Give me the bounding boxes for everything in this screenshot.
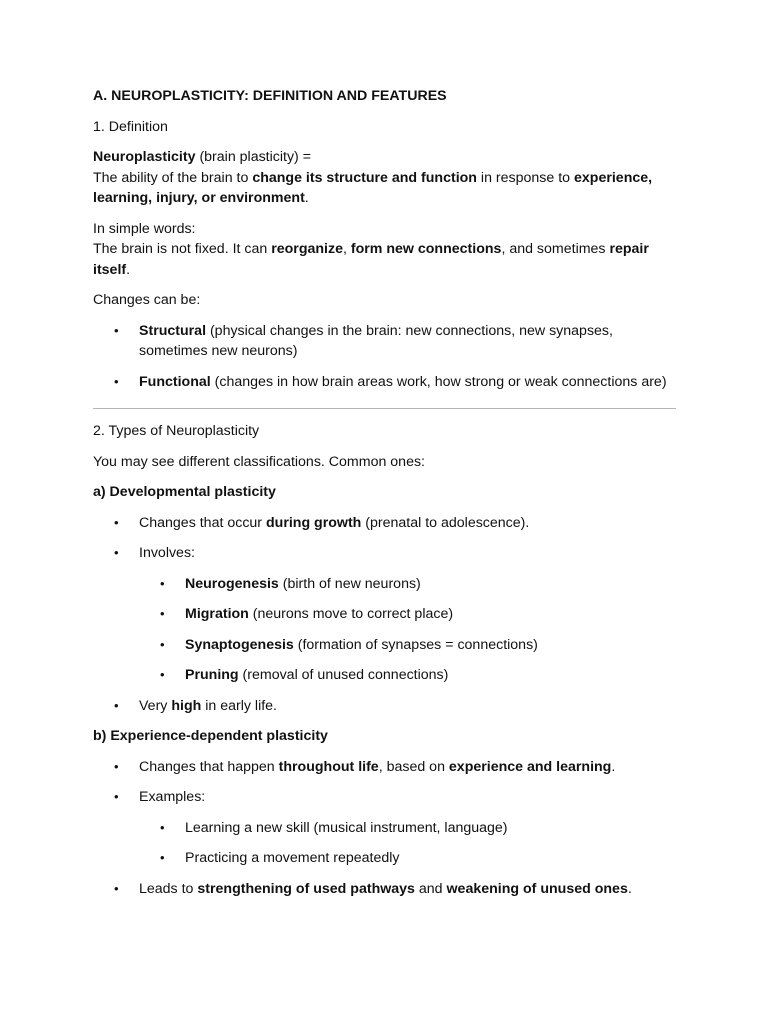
list-item: • Neurogenesis (birth of new neurons): [139, 574, 678, 595]
section-divider: [93, 408, 676, 409]
involves-sublist: [139, 574, 678, 686]
experience-list: [93, 757, 678, 900]
experience-heading: b) Experience-dependent plasticity: [93, 728, 328, 744]
simple-words-paragraph: In simple words: The brain is not fixed. It can reorganize, form new connections, and sometimes repair itself.: [93, 220, 649, 278]
changes-label: Changes can be:: [93, 292, 201, 308]
list-item: • Leads to strengthening of used pathways and weakening of unused ones.: [93, 879, 678, 900]
document-content: [93, 86, 678, 909]
list-item: • Learning a new skill (musical instrument, language): [139, 818, 678, 839]
list-item: • Very high in early life.: [93, 696, 678, 717]
developmental-heading: a) Developmental plasticity: [93, 484, 276, 500]
section-definition-label: 1. Definition: [93, 118, 168, 135]
document-title: A. NEUROPLASTICITY: DEFINITION AND FEATURES: [93, 88, 447, 104]
types-intro: You may see different classifications. Common ones:: [93, 453, 425, 470]
developmental-list: [93, 513, 678, 717]
list-item: • Examples: • Learning a new skill (musical instrument, language) • Practicing a movement repeatedly: [93, 787, 678, 869]
list-item: • Migration (neurons move to correct place): [139, 604, 678, 625]
list-item: • Changes that happen throughout life, based on experience and learning.: [93, 757, 678, 778]
changes-list: [93, 321, 678, 393]
list-item: • Pruning (removal of unused connections): [139, 665, 678, 686]
list-item: • Synaptogenesis (formation of synapses = connections): [139, 635, 678, 656]
list-item: • Practicing a movement repeatedly: [139, 848, 678, 869]
list-item: • Structural (physical changes in the brain: new connections, new synapses, sometimes new neurons): [93, 321, 678, 362]
examples-sublist: [139, 818, 678, 869]
list-item: • Changes that occur during growth (prenatal to adolescence).: [93, 513, 678, 534]
list-item: • Involves: • Neurogenesis (birth of new neurons) • Migration (neurons move to correct place) • Synaptogenesis (formation of synapses = connections) • Pruning (removal of unused connections): [93, 543, 678, 686]
list-item: • Functional (changes in how brain areas work, how strong or weak connections are): [93, 372, 678, 393]
section-types-label: 2. Types of Neuroplasticity: [93, 423, 260, 439]
definition-paragraph: Neuroplasticity (brain plasticity) = The ability of the brain to change its structure and function in response to experience, learning, injury, or environment.: [93, 149, 653, 206]
